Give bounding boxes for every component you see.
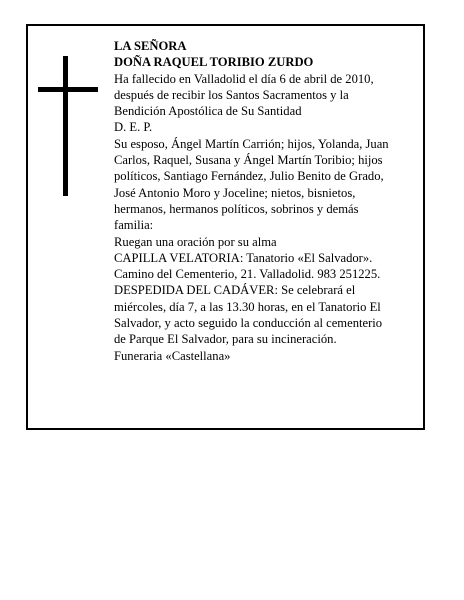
text-line: hermanos, hermanos políticos, sobrinos y demás xyxy=(114,201,359,216)
cross-icon xyxy=(38,56,98,196)
text-line: después de recibir los Santos Sacramentos y la xyxy=(114,87,349,102)
chapel-line: CAPILLA VELATORIA: Tanatorio «El Salvador». xyxy=(114,250,373,265)
deceased-name: DOÑA RAQUEL TORIBIO ZURDO xyxy=(114,55,314,70)
text-line: Ha fallecido en Valladolid el día 6 de abril de 2010, xyxy=(114,71,374,86)
text-line: miércoles, día 7, a las 13.30 horas, en el Tanatorio El xyxy=(114,299,381,314)
text-line: José Antonio Moro y Joceline; nietos, bisnietos, xyxy=(114,185,356,200)
text-line: Carlos, Raquel, Susana y Ángel Martín Toribio; hijos xyxy=(114,153,383,168)
cross-horizontal-bar xyxy=(38,87,98,92)
rest-in-peace-line: D. E. P. xyxy=(114,120,153,135)
text-line: políticos, Santiago Fernández, Julio Benito de Grado, xyxy=(114,169,384,184)
text-line: de Parque El Salvador, para su incineración. xyxy=(114,332,337,347)
farewell-line: DESPEDIDA DEL CADÁVER: Se celebrará el xyxy=(114,283,356,298)
obituary-heading: LA SEÑORA xyxy=(114,39,187,53)
address-line: Camino del Cementerio, 21. Valladolid. 983 251225. xyxy=(114,267,381,282)
text-line: familia: xyxy=(114,218,154,233)
obituary-text xyxy=(114,38,414,364)
text-line: Bendición Apostólica de Su Santidad xyxy=(114,104,302,119)
funeral-home-line: Funeraria «Castellana» xyxy=(114,348,231,363)
text-line: Su esposo, Ángel Martín Carrión; hijos, Yolanda, Juan xyxy=(114,136,389,151)
text-line: Salvador, y acto seguido la conducción al cementerio xyxy=(114,316,383,331)
cross-vertical-bar xyxy=(63,56,68,196)
text-line: Ruegan una oración por su alma xyxy=(114,234,277,249)
